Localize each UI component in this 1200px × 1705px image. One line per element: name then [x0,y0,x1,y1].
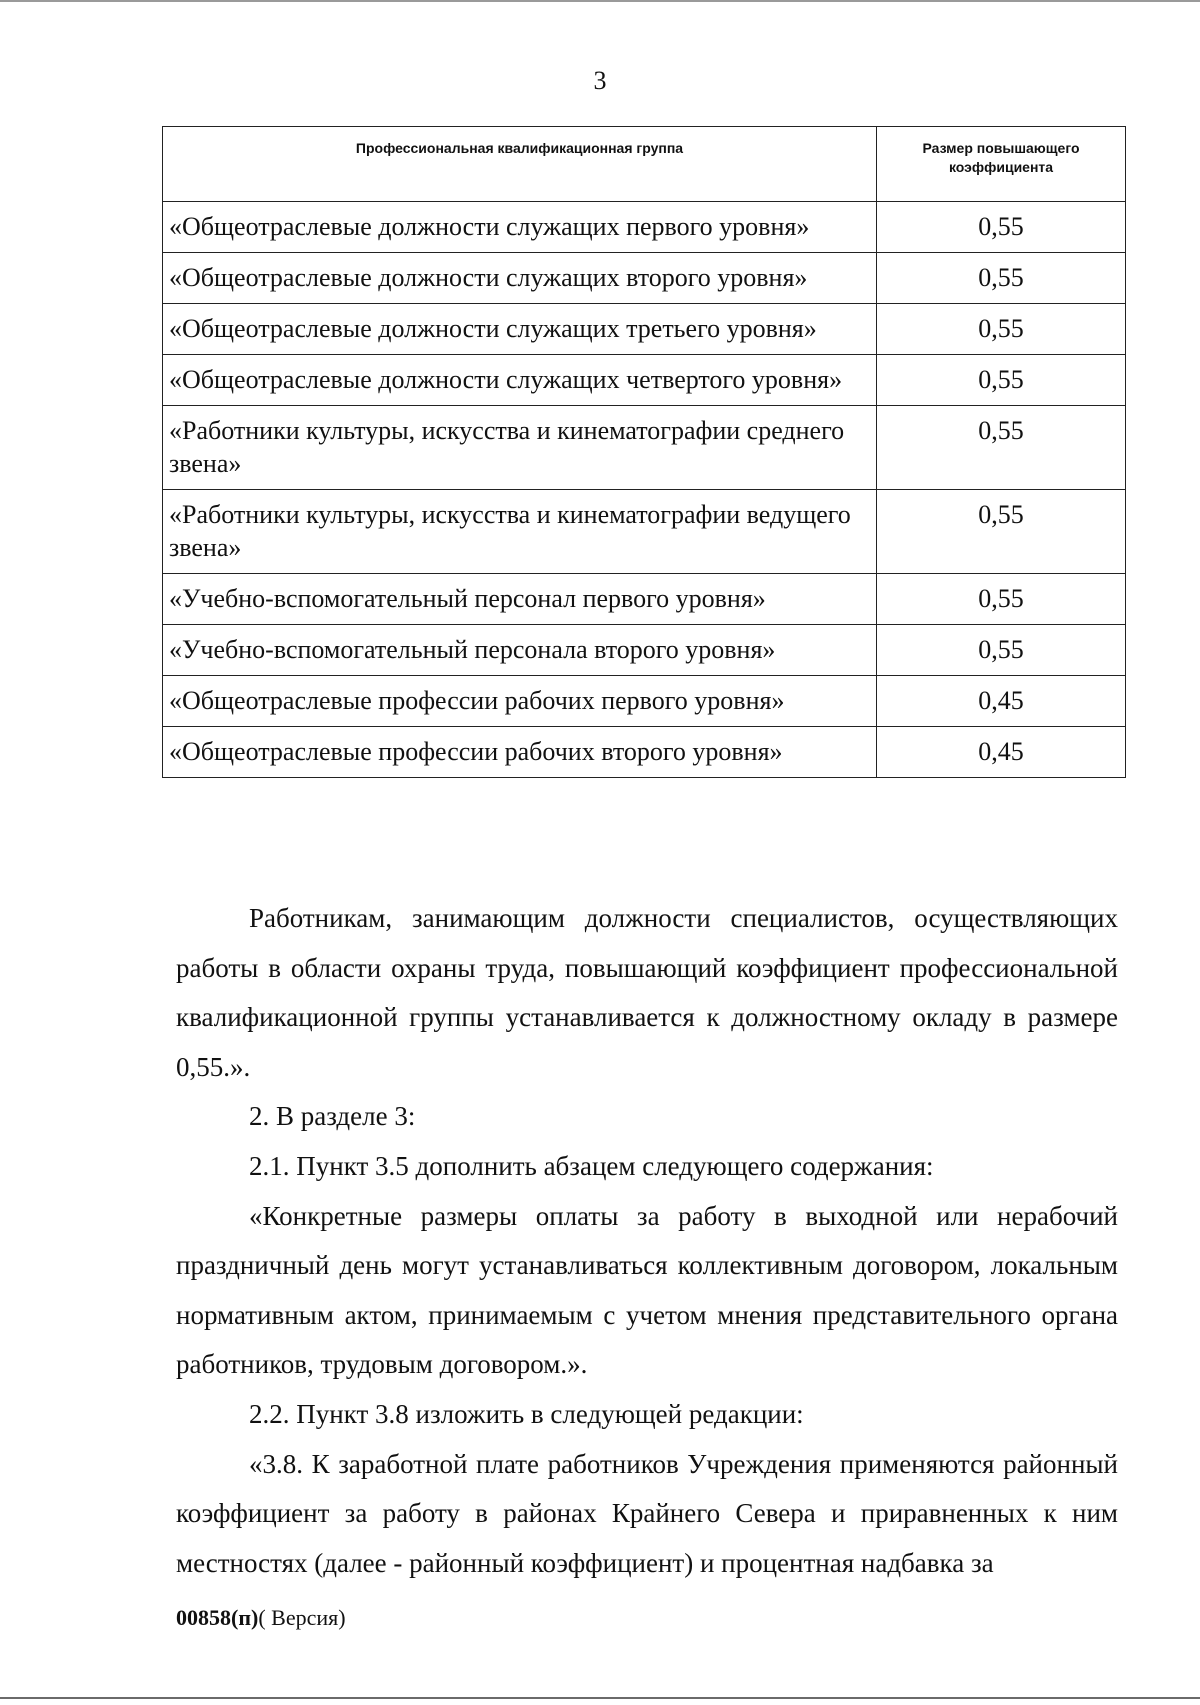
group-cell: «Общеотраслевые должности служащих второго уровня» [163,253,877,304]
table-row [163,676,1126,727]
paragraph-item-3-8: «3.8. К заработной плате работников Учреждения применяются районный коэффициент за работу в районах Крайнего Севера и приравненных к ним местностях (далее - районный коэффициент) и процентная надбавка за [176,1448,1118,1578]
value-cell: 0,45 [877,727,1126,778]
table-row [163,625,1126,676]
table-row [163,574,1126,625]
page-number: 3 [593,66,607,95]
paragraph-item-2-2: 2.2. Пункт 3.8 изложить в следующей редакции: [249,1398,804,1429]
group-cell: «Работники культуры, искусства и кинематографии среднего звена» [163,406,877,490]
value-cell: 0,55 [877,625,1126,676]
group-cell: «Общеотраслевые должности служащих первого уровня» [163,202,877,253]
group-cell: «Общеотраслевые должности служащих третьего уровня» [163,304,877,355]
value-cell: 0,55 [877,574,1126,625]
table-row [163,727,1126,778]
value-cell: 0,55 [877,406,1126,490]
table-row [163,490,1126,574]
group-cell: «Общеотраслевые профессии рабочих первого уровня» [163,676,877,727]
header-value: Размер повышающего коэффициента [877,127,1126,202]
top-edge-rule [0,0,1200,2]
bottom-edge-rule [0,1697,1200,1699]
table-row [163,253,1126,304]
document-code: 00858(п) [176,1605,259,1630]
header-group: Профессиональная квалификационная группа [163,127,877,202]
paragraph-safety-specialists: Работникам, занимающим должности специалистов, осуществляющих работы в области охраны труда, повышающий коэффициент профессиональной квалификационной группы устанавливается к должностному окладу в размере 0,55.». [176,903,1118,1082]
group-cell: «Общеотраслевые должности служащих четвертого уровня» [163,355,877,406]
table-header-row [163,127,1126,202]
body-text [176,894,1118,1588]
table-row [163,406,1126,490]
table-row [163,202,1126,253]
value-cell: 0,55 [877,253,1126,304]
group-cell: «Учебно-вспомогательный персонал первого уровня» [163,574,877,625]
table-row [163,304,1126,355]
document-footer [176,1605,346,1631]
paragraph-item-2-1: 2.1. Пункт 3.5 дополнить абзацем следующего содержания: [249,1150,934,1181]
value-cell: 0,45 [877,676,1126,727]
value-cell: 0,55 [877,202,1126,253]
table-row [163,355,1126,406]
value-cell: 0,55 [877,304,1126,355]
paragraph-weekend-pay: «Конкретные размеры оплаты за работу в выходной или нерабочий праздничный день могут устанавливаться коллективным договором, локальным нормативным актом, принимаемым с учетом мнения представительного органа работников, трудовым договором.». [176,1200,1118,1380]
paragraph-section-3: 2. В разделе 3: [249,1101,416,1132]
document-version: ( Версия) [258,1605,346,1630]
coefficient-table [162,126,1126,778]
group-cell: «Учебно-вспомогательный персонала второго уровня» [163,625,877,676]
group-cell: «Работники культуры, искусства и кинематографии ведущего звена» [163,490,877,574]
value-cell: 0,55 [877,490,1126,574]
group-cell: «Общеотраслевые профессии рабочих второго уровня» [163,727,877,778]
value-cell: 0,55 [877,355,1126,406]
